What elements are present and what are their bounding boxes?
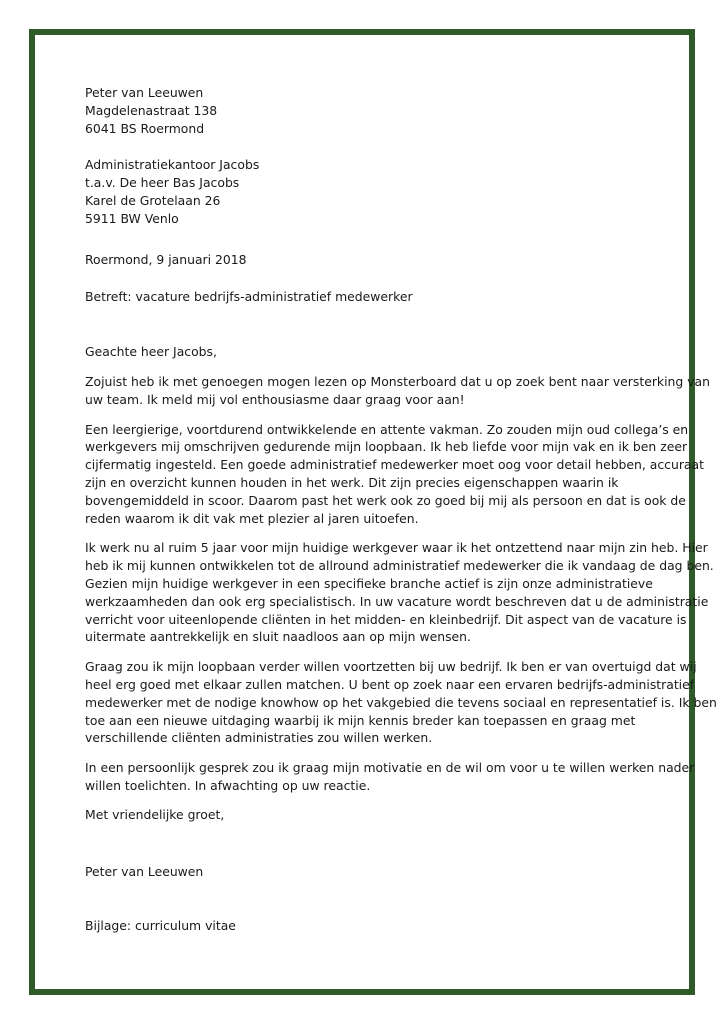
recipient-city: 5911 BW Venlo: [85, 210, 179, 226]
closing: Met vriendelijke groet,: [85, 806, 225, 822]
sender-city: 6041 BS Roermond: [85, 120, 205, 136]
recipient-attn: t.a.v. De heer Bas Jacobs: [85, 175, 240, 191]
paragraph-5: [85, 759, 695, 795]
paragraph-line: verricht voor uiteenlopende cliënten in het midden- en kleinbedrijf. Dit aspect van de vacature is: [85, 611, 687, 627]
paragraph-line: uitermate aantrekkelijk en sluit naadloos aan op mijn wensen.: [85, 629, 471, 645]
paragraph-line: toe aan een nieuwe uitdaging waarbij ik mijn kennis breder kan toepassen en graag met: [85, 712, 636, 728]
paragraph-line: willen toelichten. In afwachting op uw reactie.: [85, 777, 371, 793]
paragraph-line: cijfermatig ingesteld. Een goede administratief medewerker moet oog voor detail hebben, accuraat: [85, 457, 704, 473]
paragraph-line: werkzaamheden dan ook erg specialistisch. In uw vacature wordt beschreven dat u de administratie: [85, 593, 709, 609]
recipient-address: [85, 156, 645, 227]
paragraph-line: werkgevers mij omschrijven gedurende mijn loopbaan. Ik heb liefde voor mijn vak en ik ben zeer: [85, 439, 688, 455]
paragraph-line: In een persoonlijk gesprek zou ik graag mijn motivatie en de wil om voor u te willen werken nader: [85, 760, 695, 776]
paragraph-line: Een leergierige, voortdurend ontwikkelende en attente vakman. Zo zouden mijn oud collega’s en: [85, 421, 689, 437]
paragraph-line: Gezien mijn huidige werkgever in een specifieke branche actief is zijn onze administratieve: [85, 575, 653, 591]
signature: Peter van Leeuwen: [85, 863, 204, 879]
paragraph-line: heb ik mij kunnen ontwikkelen tot de allround administratief medewerker die ik vandaag de dag ben.: [85, 558, 714, 574]
paragraph-line: Zojuist heb ik met genoegen mogen lezen op Monsterboard dat u op zoek bent naar versterking van: [85, 373, 710, 389]
paragraph-line: uw team. Ik meld mij vol enthousiasme daar graag voor aan!: [85, 391, 465, 407]
paragraph-line: bovengemiddeld in scoor. Daarom past het werk ook zo goed bij mij als persoon en dat is ook de: [85, 492, 686, 508]
paragraph-3: [85, 539, 714, 646]
sender-name: Peter van Leeuwen: [85, 85, 204, 100]
paragraph-line: heel erg goed met elkaar zullen matchen. U bent op zoek naar een ervaren bedrijfs-administratief: [85, 676, 695, 692]
sender-street: Magdelenastraat 138: [85, 102, 218, 118]
subject-line: Betreft: vacature bedrijfs-administratief medewerker: [85, 289, 413, 305]
recipient-street: Karel de Grotelaan 26: [85, 192, 221, 208]
paragraph-4: [85, 658, 717, 747]
recipient-company: Administratiekantoor Jacobs: [85, 157, 260, 173]
enclosure: Bijlage: curriculum vitae: [85, 918, 236, 934]
salutation: Geachte heer Jacobs,: [85, 344, 217, 360]
paragraph-line: medewerker met de nodige knowhow op het vakgebied die tevens sociaal en representatief is. Ik ben: [85, 694, 717, 710]
paragraph-line: Ik werk nu al ruim 5 jaar voor mijn huidige werkgever waar ik het ontzettend naar mijn zin heb. Hier: [85, 540, 708, 556]
paragraph-line: verschillende cliënten administraties zou willen werken.: [85, 730, 433, 746]
place-date: Roermond, 9 januari 2018: [85, 251, 247, 267]
paragraph-line: Graag zou ik mijn loopbaan verder willen voortzetten bij uw bedrijf. Ik ben er van overtuigd dat wij: [85, 659, 697, 675]
sender-address: [85, 84, 645, 137]
paragraph-2: [85, 421, 704, 528]
paragraph-line: zijn en overzicht kunnen houden in het werk. Dit zijn precies eigenschappen waarin ik: [85, 474, 619, 490]
letter-body: [85, 84, 717, 935]
paragraph-1: [85, 373, 710, 409]
paragraph-line: reden waarom ik dit vak met plezier al jaren uitoefen.: [85, 510, 419, 526]
